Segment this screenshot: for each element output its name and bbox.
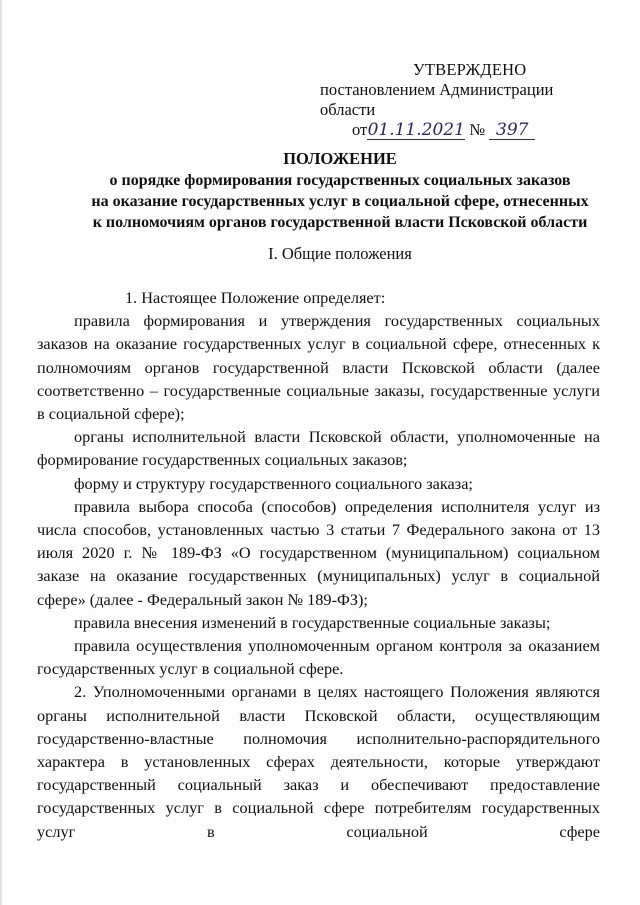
body-text (37, 286, 600, 843)
approval-line: постановлением Администрации области (320, 80, 554, 119)
document-heading (40, 148, 640, 233)
paragraph: органы исполнительной власти Псковской области, уполномоченные на формирование государственных социальных заказов; (37, 427, 600, 470)
paragraph: 1. Настоящее Положение определяет: (125, 288, 386, 307)
handwritten-number: 397 (489, 121, 535, 140)
approval-date-line (300, 120, 600, 140)
document-title: ПОЛОЖЕНИЕ (283, 149, 397, 168)
heading-line-3: к полномочиям органов государственной власти Псковской области (92, 214, 588, 231)
paragraph: правила выбора способа (способов) определения исполнителя услуг из числа способов, установленных частью 3 статьи 7 Федерального закона от 13 июля 2020 г. № 189-ФЗ «О государственном (муниципальном) социальном заказе на оказание государственных (муниципальных) услуг в социальной сфере» (далее - Федеральный закон № 189-ФЗ); (37, 496, 600, 609)
date-prefix: от (352, 120, 368, 139)
scan-edge (0, 0, 3, 905)
paragraph: форму и структуру государственного социального заказа; (74, 473, 473, 493)
paragraph: правила осуществления уполномоченным органом контроля за оказанием государственных услуг в социальной сфере. (37, 636, 600, 679)
heading-line-2: на оказание государственных услуг в социальной сфере, отнесенных (91, 193, 589, 210)
paragraph: 2. Уполномоченными органами в целях настоящего Положения являются органы исполнительной власти Псковской области, осуществляющим государственно-властные полномочия исполнительно-распорядительного характера в установленных сферах деятельности, которые утверждают государственный социальный заказ и обеспечивают предоставление государственных услуг в социальной сфере потребителям государственных услуг в социальной сфере (37, 682, 600, 841)
approval-block (300, 60, 600, 140)
number-sign: № (469, 120, 486, 139)
section-title: I. Общие положения (268, 244, 412, 263)
handwritten-date: 01.11.2021 (367, 120, 465, 140)
approval-title: УТВЕРЖДЕНО (413, 60, 527, 79)
paragraph: правила внесения изменений в государственные социальные заказы; (74, 612, 551, 632)
paragraph: правила формирования и утверждения государственных социальных заказов на оказание государственных услуг в социальной сфере, отнесенных к полномочиям органов государственной власти Псковской области (далее соответственно – государственные социальные заказы, государственные услуги в социальной сфере); (37, 311, 600, 424)
heading-line-1: о порядке формирования государственных социальных заказов (109, 172, 571, 189)
